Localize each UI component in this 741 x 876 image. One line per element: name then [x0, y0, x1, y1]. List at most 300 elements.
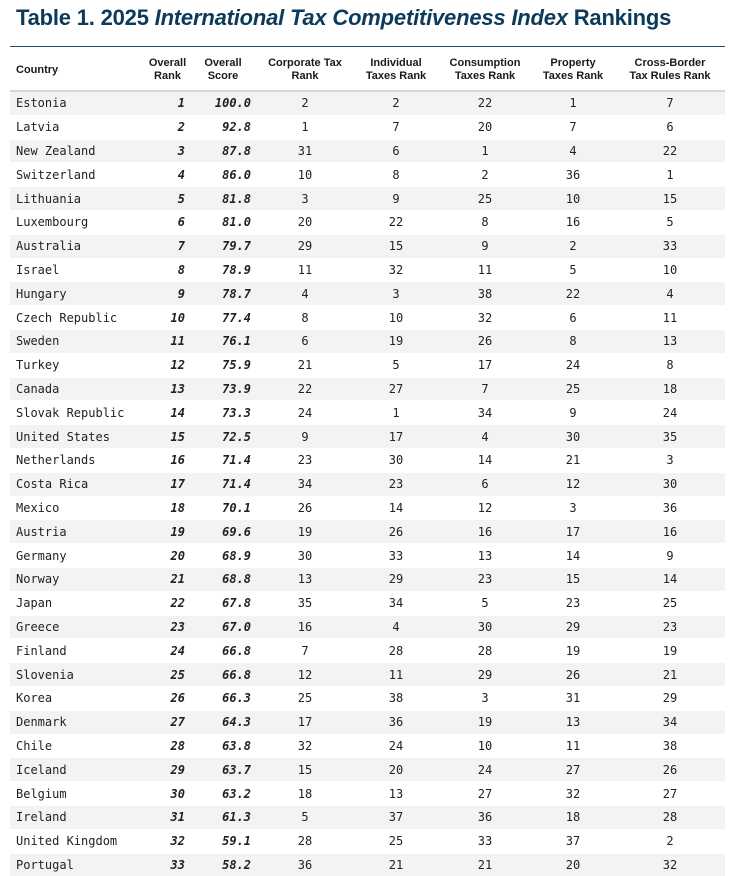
overall-rank-cell: 9 — [146, 282, 189, 306]
individual-taxes-rank-cell: 11 — [353, 663, 439, 687]
table-row — [10, 496, 725, 520]
consumption-taxes-rank-cell: 21 — [439, 853, 531, 876]
country-cell: Belgium — [10, 782, 146, 806]
overall-rank-cell: 4 — [146, 163, 189, 187]
property-taxes-rank-cell: 2 — [531, 234, 615, 258]
table-row — [10, 639, 725, 663]
corporate-tax-rank-cell: 24 — [257, 401, 353, 425]
individual-taxes-rank-cell: 21 — [353, 853, 439, 876]
cross-border-rank-cell: 5 — [615, 210, 725, 234]
consumption-taxes-rank-cell: 30 — [439, 615, 531, 639]
overall-rank-cell: 31 — [146, 805, 189, 829]
corporate-tax-rank-cell: 2 — [257, 91, 353, 115]
corporate-tax-rank-cell: 3 — [257, 187, 353, 211]
header-cross-border-rank: Cross-Border Tax Rules Rank — [615, 50, 725, 91]
cross-border-rank-cell: 21 — [615, 663, 725, 687]
overall-score-cell: 64.3 — [189, 710, 257, 734]
individual-taxes-rank-cell: 26 — [353, 520, 439, 544]
consumption-taxes-rank-cell: 3 — [439, 686, 531, 710]
overall-score-cell: 67.0 — [189, 615, 257, 639]
cross-border-rank-cell: 6 — [615, 115, 725, 139]
title-prefix: Table 1. 2025 — [16, 5, 155, 30]
table-row — [10, 758, 725, 782]
corporate-tax-rank-cell: 4 — [257, 282, 353, 306]
individual-taxes-rank-cell: 36 — [353, 710, 439, 734]
overall-score-cell: 69.6 — [189, 520, 257, 544]
country-cell: Austria — [10, 520, 146, 544]
table-row — [10, 734, 725, 758]
overall-score-cell: 75.9 — [189, 353, 257, 377]
country-cell: Australia — [10, 234, 146, 258]
individual-taxes-rank-cell: 24 — [353, 734, 439, 758]
overall-score-cell: 81.8 — [189, 187, 257, 211]
corporate-tax-rank-cell: 20 — [257, 210, 353, 234]
property-taxes-rank-cell: 7 — [531, 115, 615, 139]
cross-border-rank-cell: 29 — [615, 686, 725, 710]
overall-score-cell: 61.3 — [189, 805, 257, 829]
individual-taxes-rank-cell: 38 — [353, 686, 439, 710]
overall-score-cell: 100.0 — [189, 91, 257, 115]
country-cell: Lithuania — [10, 187, 146, 211]
country-cell: Costa Rica — [10, 472, 146, 496]
cross-border-rank-cell: 8 — [615, 353, 725, 377]
individual-taxes-rank-cell: 34 — [353, 591, 439, 615]
individual-taxes-rank-cell: 23 — [353, 472, 439, 496]
consumption-taxes-rank-cell: 34 — [439, 401, 531, 425]
property-taxes-rank-cell: 12 — [531, 472, 615, 496]
overall-rank-cell: 19 — [146, 520, 189, 544]
title-rule — [10, 46, 725, 47]
corporate-tax-rank-cell: 36 — [257, 853, 353, 876]
table-row — [10, 686, 725, 710]
overall-rank-cell: 1 — [146, 91, 189, 115]
table-row — [10, 306, 725, 330]
country-cell: Slovenia — [10, 663, 146, 687]
corporate-tax-rank-cell: 9 — [257, 425, 353, 449]
property-taxes-rank-cell: 5 — [531, 258, 615, 282]
consumption-taxes-rank-cell: 20 — [439, 115, 531, 139]
overall-score-cell: 63.2 — [189, 782, 257, 806]
overall-score-cell: 68.9 — [189, 544, 257, 568]
overall-score-cell: 66.8 — [189, 639, 257, 663]
country-cell: New Zealand — [10, 139, 146, 163]
overall-rank-cell: 17 — [146, 472, 189, 496]
country-cell: Norway — [10, 567, 146, 591]
overall-score-cell: 71.4 — [189, 472, 257, 496]
country-cell: Chile — [10, 734, 146, 758]
header-country: Country — [10, 50, 146, 91]
individual-taxes-rank-cell: 19 — [353, 329, 439, 353]
country-cell: Greece — [10, 615, 146, 639]
country-cell: Luxembourg — [10, 210, 146, 234]
country-cell: Iceland — [10, 758, 146, 782]
header-row — [10, 50, 725, 91]
overall-score-cell: 87.8 — [189, 139, 257, 163]
table-row — [10, 782, 725, 806]
property-taxes-rank-cell: 27 — [531, 758, 615, 782]
property-taxes-rank-cell: 19 — [531, 639, 615, 663]
overall-score-cell: 63.8 — [189, 734, 257, 758]
overall-score-cell: 86.0 — [189, 163, 257, 187]
cross-border-rank-cell: 27 — [615, 782, 725, 806]
individual-taxes-rank-cell: 20 — [353, 758, 439, 782]
property-taxes-rank-cell: 17 — [531, 520, 615, 544]
corporate-tax-rank-cell: 32 — [257, 734, 353, 758]
consumption-taxes-rank-cell: 17 — [439, 353, 531, 377]
individual-taxes-rank-cell: 13 — [353, 782, 439, 806]
header-property-taxes-rank: Property Taxes Rank — [531, 50, 615, 91]
individual-taxes-rank-cell: 32 — [353, 258, 439, 282]
header-corporate-tax-rank: Corporate Tax Rank — [257, 50, 353, 91]
cross-border-rank-cell: 2 — [615, 829, 725, 853]
country-cell: Slovak Republic — [10, 401, 146, 425]
property-taxes-rank-cell: 21 — [531, 448, 615, 472]
title-italic: International Tax Competitiveness Index — [154, 5, 568, 30]
consumption-taxes-rank-cell: 1 — [439, 139, 531, 163]
table-row — [10, 448, 725, 472]
individual-taxes-rank-cell: 27 — [353, 377, 439, 401]
cross-border-rank-cell: 3 — [615, 448, 725, 472]
country-cell: Estonia — [10, 91, 146, 115]
consumption-taxes-rank-cell: 26 — [439, 329, 531, 353]
corporate-tax-rank-cell: 5 — [257, 805, 353, 829]
consumption-taxes-rank-cell: 19 — [439, 710, 531, 734]
cross-border-rank-cell: 9 — [615, 544, 725, 568]
consumption-taxes-rank-cell: 5 — [439, 591, 531, 615]
corporate-tax-rank-cell: 28 — [257, 829, 353, 853]
individual-taxes-rank-cell: 28 — [353, 639, 439, 663]
individual-taxes-rank-cell: 9 — [353, 187, 439, 211]
overall-score-cell: 70.1 — [189, 496, 257, 520]
table-row — [10, 425, 725, 449]
overall-rank-cell: 22 — [146, 591, 189, 615]
overall-rank-cell: 26 — [146, 686, 189, 710]
overall-score-cell: 63.7 — [189, 758, 257, 782]
overall-score-cell: 76.1 — [189, 329, 257, 353]
consumption-taxes-rank-cell: 38 — [439, 282, 531, 306]
property-taxes-rank-cell: 30 — [531, 425, 615, 449]
overall-score-cell: 66.8 — [189, 663, 257, 687]
table-row — [10, 829, 725, 853]
cross-border-rank-cell: 38 — [615, 734, 725, 758]
table-row — [10, 353, 725, 377]
corporate-tax-rank-cell: 30 — [257, 544, 353, 568]
overall-rank-cell: 11 — [146, 329, 189, 353]
overall-score-cell: 68.8 — [189, 567, 257, 591]
table-row — [10, 329, 725, 353]
corporate-tax-rank-cell: 12 — [257, 663, 353, 687]
overall-rank-cell: 10 — [146, 306, 189, 330]
property-taxes-rank-cell: 11 — [531, 734, 615, 758]
individual-taxes-rank-cell: 22 — [353, 210, 439, 234]
table-row — [10, 187, 725, 211]
consumption-taxes-rank-cell: 14 — [439, 448, 531, 472]
cross-border-rank-cell: 15 — [615, 187, 725, 211]
overall-rank-cell: 15 — [146, 425, 189, 449]
individual-taxes-rank-cell: 5 — [353, 353, 439, 377]
cross-border-rank-cell: 24 — [615, 401, 725, 425]
individual-taxes-rank-cell: 30 — [353, 448, 439, 472]
overall-score-cell: 81.0 — [189, 210, 257, 234]
individual-taxes-rank-cell: 37 — [353, 805, 439, 829]
table-row — [10, 663, 725, 687]
consumption-taxes-rank-cell: 24 — [439, 758, 531, 782]
corporate-tax-rank-cell: 19 — [257, 520, 353, 544]
country-cell: Turkey — [10, 353, 146, 377]
table-row — [10, 163, 725, 187]
overall-rank-cell: 33 — [146, 853, 189, 876]
property-taxes-rank-cell: 29 — [531, 615, 615, 639]
table-row — [10, 567, 725, 591]
overall-rank-cell: 2 — [146, 115, 189, 139]
header-overall-rank: Overall Rank — [146, 50, 189, 91]
country-cell: Sweden — [10, 329, 146, 353]
corporate-tax-rank-cell: 34 — [257, 472, 353, 496]
property-taxes-rank-cell: 8 — [531, 329, 615, 353]
consumption-taxes-rank-cell: 22 — [439, 91, 531, 115]
consumption-taxes-rank-cell: 11 — [439, 258, 531, 282]
table-row — [10, 544, 725, 568]
table-row — [10, 210, 725, 234]
corporate-tax-rank-cell: 31 — [257, 139, 353, 163]
corporate-tax-rank-cell: 6 — [257, 329, 353, 353]
cross-border-rank-cell: 11 — [615, 306, 725, 330]
overall-score-cell: 77.4 — [189, 306, 257, 330]
table-title — [16, 5, 671, 31]
cross-border-rank-cell: 13 — [615, 329, 725, 353]
property-taxes-rank-cell: 4 — [531, 139, 615, 163]
cross-border-rank-cell: 14 — [615, 567, 725, 591]
consumption-taxes-rank-cell: 13 — [439, 544, 531, 568]
country-cell: United States — [10, 425, 146, 449]
individual-taxes-rank-cell: 29 — [353, 567, 439, 591]
overall-rank-cell: 20 — [146, 544, 189, 568]
cross-border-rank-cell: 32 — [615, 853, 725, 876]
table-row — [10, 377, 725, 401]
cross-border-rank-cell: 10 — [615, 258, 725, 282]
property-taxes-rank-cell: 24 — [531, 353, 615, 377]
cross-border-rank-cell: 4 — [615, 282, 725, 306]
overall-rank-cell: 23 — [146, 615, 189, 639]
consumption-taxes-rank-cell: 32 — [439, 306, 531, 330]
property-taxes-rank-cell: 36 — [531, 163, 615, 187]
individual-taxes-rank-cell: 7 — [353, 115, 439, 139]
property-taxes-rank-cell: 6 — [531, 306, 615, 330]
overall-rank-cell: 13 — [146, 377, 189, 401]
overall-score-cell: 73.9 — [189, 377, 257, 401]
property-taxes-rank-cell: 20 — [531, 853, 615, 876]
individual-taxes-rank-cell: 4 — [353, 615, 439, 639]
overall-score-cell: 92.8 — [189, 115, 257, 139]
corporate-tax-rank-cell: 25 — [257, 686, 353, 710]
table-row — [10, 520, 725, 544]
overall-score-cell: 72.5 — [189, 425, 257, 449]
consumption-taxes-rank-cell: 16 — [439, 520, 531, 544]
property-taxes-rank-cell: 37 — [531, 829, 615, 853]
overall-score-cell: 66.3 — [189, 686, 257, 710]
individual-taxes-rank-cell: 25 — [353, 829, 439, 853]
cross-border-rank-cell: 1 — [615, 163, 725, 187]
table-row — [10, 805, 725, 829]
cross-border-rank-cell: 26 — [615, 758, 725, 782]
property-taxes-rank-cell: 18 — [531, 805, 615, 829]
consumption-taxes-rank-cell: 6 — [439, 472, 531, 496]
country-cell: Latvia — [10, 115, 146, 139]
table-row — [10, 139, 725, 163]
cross-border-rank-cell: 33 — [615, 234, 725, 258]
cross-border-rank-cell: 25 — [615, 591, 725, 615]
table-body — [10, 91, 725, 876]
overall-rank-cell: 24 — [146, 639, 189, 663]
country-cell: Israel — [10, 258, 146, 282]
country-cell: Japan — [10, 591, 146, 615]
overall-rank-cell: 6 — [146, 210, 189, 234]
overall-rank-cell: 32 — [146, 829, 189, 853]
individual-taxes-rank-cell: 33 — [353, 544, 439, 568]
consumption-taxes-rank-cell: 9 — [439, 234, 531, 258]
property-taxes-rank-cell: 22 — [531, 282, 615, 306]
corporate-tax-rank-cell: 15 — [257, 758, 353, 782]
overall-rank-cell: 28 — [146, 734, 189, 758]
table-row — [10, 710, 725, 734]
country-cell: Ireland — [10, 805, 146, 829]
corporate-tax-rank-cell: 22 — [257, 377, 353, 401]
consumption-taxes-rank-cell: 23 — [439, 567, 531, 591]
overall-rank-cell: 12 — [146, 353, 189, 377]
table-row — [10, 282, 725, 306]
overall-rank-cell: 5 — [146, 187, 189, 211]
country-cell: Switzerland — [10, 163, 146, 187]
consumption-taxes-rank-cell: 2 — [439, 163, 531, 187]
consumption-taxes-rank-cell: 36 — [439, 805, 531, 829]
corporate-tax-rank-cell: 8 — [257, 306, 353, 330]
cross-border-rank-cell: 35 — [615, 425, 725, 449]
title-suffix: Rankings — [567, 5, 672, 30]
corporate-tax-rank-cell: 11 — [257, 258, 353, 282]
country-cell: Netherlands — [10, 448, 146, 472]
cross-border-rank-cell: 28 — [615, 805, 725, 829]
consumption-taxes-rank-cell: 10 — [439, 734, 531, 758]
overall-rank-cell: 21 — [146, 567, 189, 591]
table-row — [10, 91, 725, 115]
corporate-tax-rank-cell: 16 — [257, 615, 353, 639]
individual-taxes-rank-cell: 14 — [353, 496, 439, 520]
consumption-taxes-rank-cell: 8 — [439, 210, 531, 234]
consumption-taxes-rank-cell: 4 — [439, 425, 531, 449]
cross-border-rank-cell: 18 — [615, 377, 725, 401]
overall-rank-cell: 29 — [146, 758, 189, 782]
property-taxes-rank-cell: 26 — [531, 663, 615, 687]
country-cell: Mexico — [10, 496, 146, 520]
corporate-tax-rank-cell: 10 — [257, 163, 353, 187]
table-row — [10, 234, 725, 258]
corporate-tax-rank-cell: 1 — [257, 115, 353, 139]
property-taxes-rank-cell: 1 — [531, 91, 615, 115]
table-row — [10, 115, 725, 139]
cross-border-rank-cell: 22 — [615, 139, 725, 163]
corporate-tax-rank-cell: 17 — [257, 710, 353, 734]
overall-score-cell: 71.4 — [189, 448, 257, 472]
property-taxes-rank-cell: 16 — [531, 210, 615, 234]
corporate-tax-rank-cell: 21 — [257, 353, 353, 377]
consumption-taxes-rank-cell: 27 — [439, 782, 531, 806]
property-taxes-rank-cell: 3 — [531, 496, 615, 520]
property-taxes-rank-cell: 15 — [531, 567, 615, 591]
overall-rank-cell: 18 — [146, 496, 189, 520]
property-taxes-rank-cell: 32 — [531, 782, 615, 806]
property-taxes-rank-cell: 23 — [531, 591, 615, 615]
table-row — [10, 401, 725, 425]
country-cell: United Kingdom — [10, 829, 146, 853]
consumption-taxes-rank-cell: 33 — [439, 829, 531, 853]
rankings-table — [10, 50, 725, 876]
cross-border-rank-cell: 36 — [615, 496, 725, 520]
consumption-taxes-rank-cell: 29 — [439, 663, 531, 687]
individual-taxes-rank-cell: 2 — [353, 91, 439, 115]
header-individual-taxes-rank: Individual Taxes Rank — [353, 50, 439, 91]
consumption-taxes-rank-cell: 7 — [439, 377, 531, 401]
corporate-tax-rank-cell: 23 — [257, 448, 353, 472]
country-cell: Canada — [10, 377, 146, 401]
property-taxes-rank-cell: 13 — [531, 710, 615, 734]
table-row — [10, 615, 725, 639]
property-taxes-rank-cell: 10 — [531, 187, 615, 211]
overall-rank-cell: 27 — [146, 710, 189, 734]
overall-rank-cell: 7 — [146, 234, 189, 258]
cross-border-rank-cell: 7 — [615, 91, 725, 115]
property-taxes-rank-cell: 9 — [531, 401, 615, 425]
corporate-tax-rank-cell: 26 — [257, 496, 353, 520]
individual-taxes-rank-cell: 3 — [353, 282, 439, 306]
overall-score-cell: 73.3 — [189, 401, 257, 425]
overall-rank-cell: 25 — [146, 663, 189, 687]
cross-border-rank-cell: 23 — [615, 615, 725, 639]
individual-taxes-rank-cell: 6 — [353, 139, 439, 163]
overall-score-cell: 67.8 — [189, 591, 257, 615]
country-cell: Portugal — [10, 853, 146, 876]
table-row — [10, 853, 725, 876]
overall-rank-cell: 16 — [146, 448, 189, 472]
property-taxes-rank-cell: 31 — [531, 686, 615, 710]
overall-rank-cell: 14 — [146, 401, 189, 425]
header-consumption-taxes-rank: Consumption Taxes Rank — [439, 50, 531, 91]
overall-rank-cell: 30 — [146, 782, 189, 806]
individual-taxes-rank-cell: 15 — [353, 234, 439, 258]
cross-border-rank-cell: 34 — [615, 710, 725, 734]
table-row — [10, 472, 725, 496]
property-taxes-rank-cell: 25 — [531, 377, 615, 401]
country-cell: Hungary — [10, 282, 146, 306]
country-cell: Finland — [10, 639, 146, 663]
individual-taxes-rank-cell: 17 — [353, 425, 439, 449]
individual-taxes-rank-cell: 10 — [353, 306, 439, 330]
overall-score-cell: 79.7 — [189, 234, 257, 258]
country-cell: Czech Republic — [10, 306, 146, 330]
country-cell: Korea — [10, 686, 146, 710]
overall-score-cell: 78.9 — [189, 258, 257, 282]
overall-score-cell: 59.1 — [189, 829, 257, 853]
header-overall-score: Overall Score — [189, 50, 257, 91]
overall-rank-cell: 8 — [146, 258, 189, 282]
country-cell: Germany — [10, 544, 146, 568]
corporate-tax-rank-cell: 18 — [257, 782, 353, 806]
table-row — [10, 591, 725, 615]
corporate-tax-rank-cell: 29 — [257, 234, 353, 258]
cross-border-rank-cell: 19 — [615, 639, 725, 663]
individual-taxes-rank-cell: 8 — [353, 163, 439, 187]
consumption-taxes-rank-cell: 25 — [439, 187, 531, 211]
overall-score-cell: 78.7 — [189, 282, 257, 306]
